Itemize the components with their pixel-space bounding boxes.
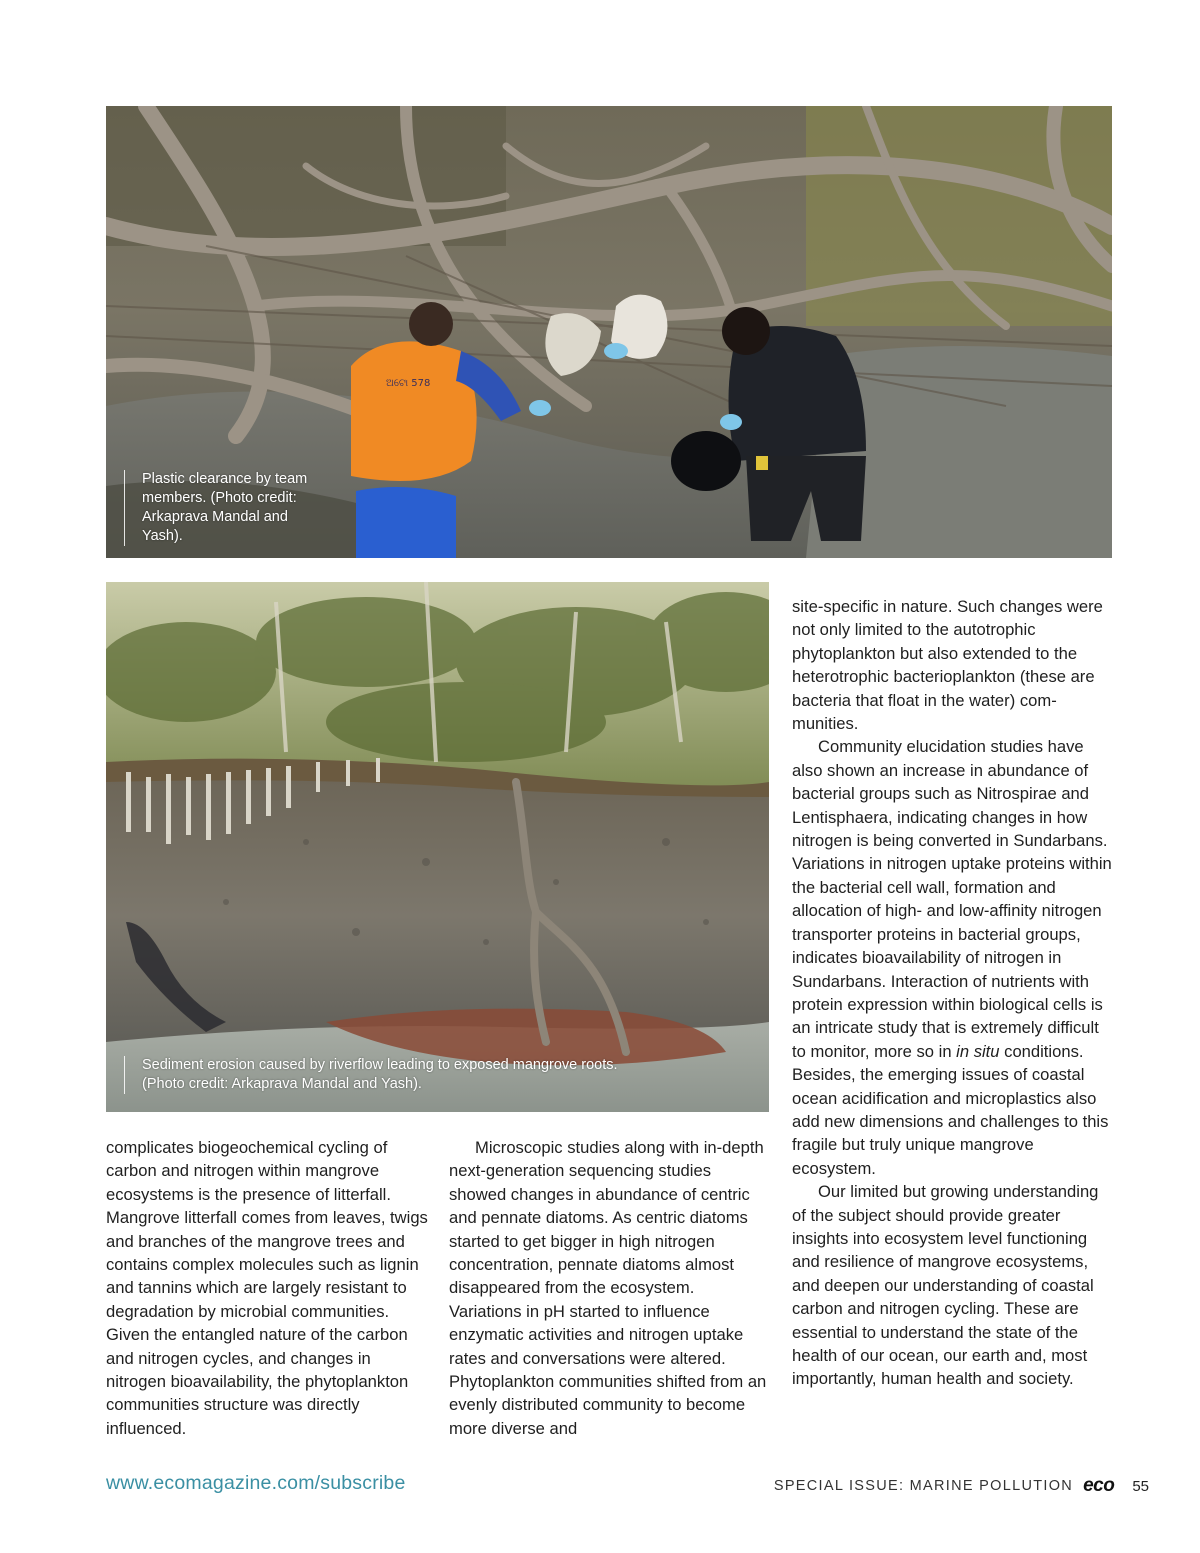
column1-paragraph-1: complicates biogeochemical cycling of carbon and nitrogen within mangrove ecosystems is the presence of litterfall. Mangrove litterfall comes from leaves, twigs and branches of the mangrove trees and contains complex molecules such as lignin and tannins which are largely resistant to degradation by microbial communities. Given the entangled nature of the carbon and nitrogen cycles, and changes in nitrogen bioavailability, the phytoplankton communities structure was directly influenced. <box>106 1138 428 1438</box>
shirt-text: ଅଟୋ 578 <box>386 378 431 389</box>
column3-paragraph-1: site-specific in nature. Such changes were not only limited to the autotrophic phytoplankton but also extended to the heterotrophic bacterioplankton (these are bacteria that float in the water) communities. <box>792 597 1103 734</box>
column3-paragraph-3: Our limited but growing understanding of the subject should provide greater insights into ecosystem level functioning and resilience of mangrove ecosystems, and deepen our understanding of coastal carbon and nitrogen cycling. These are essential to understand the state of the health of our ocean, our earth and, most importantly, human health and society. <box>792 1182 1099 1389</box>
photo-sediment-erosion <box>106 582 769 1112</box>
text-column-3 <box>792 595 1114 1391</box>
column3-paragraph-2 <box>792 735 1114 1180</box>
text-column-2 <box>449 1136 771 1440</box>
photo-plastic-clearance <box>106 106 1112 558</box>
subscribe-link[interactable]: www.ecomagazine.com/subscribe <box>106 1472 406 1494</box>
column2-paragraph-1: Microscopic studies along with in-depth next-generation sequencing studies showed changes in abundance of centric and pennate diatoms. As centric diatoms started to get bigger in high nitrogen concentration, pennate diatoms almost disappeared from the ecosystem. Variations in pH started to influence enzymatic activities and nitrogen uptake rates and conversations were altered. Phytoplankton communities shifted from an evenly distributed community to become more diverse and <box>449 1138 767 1438</box>
column3-paragraph-2-end: conditions. Besides, the emerging issues of coastal ocean acidification and microplastics also add new dimensions and challenges to this fragile but truly unique mangrove ecosystem. <box>792 1041 1109 1178</box>
text-column-1 <box>106 1136 428 1440</box>
column3-paragraph-2-start: Community elucidation studies have also shown an increase in abundance of bacterial groups such as Nitrospirae and Lentisphaera, indicating changes in how nitrogen is being converted in Sundarbans. Variations in nitrogen uptake proteins within the bacterial cell wall, formation and allocation of high- and low-affinity nitrogen transporter proteins in bacterial groups, indicates bioavailability of nitrogen in Sundarbans. Interaction of nutrients with protein expression within biological cells is an intricate study that is extremely difficult to monitor, more so in <box>792 737 1112 1061</box>
in-situ-italic: in situ <box>956 1041 1000 1061</box>
page-number: 55 <box>1132 1477 1149 1495</box>
footer-issue <box>774 1475 1149 1497</box>
caption-plastic-clearance: Plastic clearance by team members. (Photo credit: Arkaprava Mandal and Yash). <box>124 470 312 546</box>
issue-title: SPECIAL ISSUE: MARINE POLLUTION <box>773 1478 1074 1494</box>
photo-sediment-erosion-image <box>106 582 769 1112</box>
eco-logo-icon: eco <box>1083 1475 1115 1496</box>
caption-sediment-erosion: Sediment erosion caused by riverflow leading to exposed mangrove roots. (Photo credit: Arkaprava Mandal and Yash). <box>124 1056 622 1094</box>
